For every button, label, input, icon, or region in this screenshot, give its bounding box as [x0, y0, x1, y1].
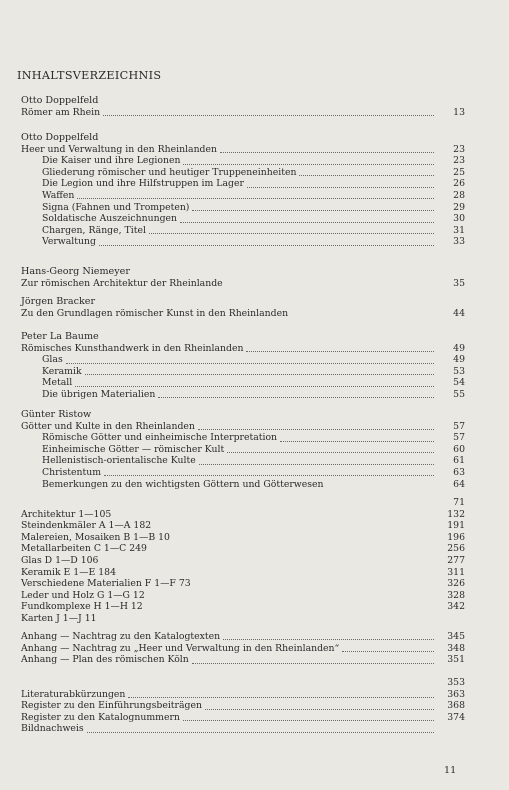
toc-entry	[21, 308, 465, 319]
toc-entry-title: Malereien, Mosaiken B 1—B 10	[21, 531, 170, 543]
toc-entry-page: 191	[447, 520, 465, 532]
toc-entry-title: Die übrigen Materialien	[42, 388, 156, 400]
dot-leader	[180, 216, 434, 223]
dot-leader	[247, 181, 434, 188]
toc-entry-page: 49	[453, 354, 465, 366]
toc-entry	[21, 467, 465, 478]
toc-entry-page: 28	[453, 189, 465, 201]
toc-entry-title: Anhang — Plan des römischen Köln	[21, 654, 189, 666]
toc-entry	[21, 213, 465, 224]
toc-entry-title: Bemerkungen zu den wichtigsten Göttern und Götterwesen	[42, 478, 324, 490]
toc-entry-title: Glas	[42, 354, 63, 366]
toc-entry	[21, 444, 465, 455]
toc-entry-page: 53	[453, 365, 465, 377]
toc-entry-title: Zur römischen Architektur der Rheinlande	[21, 277, 223, 289]
toc-entry-page: 328	[447, 589, 465, 601]
dot-leader	[227, 446, 434, 453]
toc-entry	[21, 497, 465, 508]
toc-entry-title: Die Legion und ihre Hilfstruppen im Lager	[42, 178, 244, 190]
toc-entry	[21, 225, 465, 236]
dot-leader	[128, 691, 434, 698]
toc-entry-page: 61	[453, 455, 465, 467]
toc-entry-title: Karten J 1—J 11	[21, 612, 97, 624]
toc-entry-page: 25	[453, 166, 465, 178]
toc-author: Hans-Georg Niemeyer	[21, 266, 130, 277]
dot-leader	[103, 109, 434, 116]
dot-leader	[183, 158, 434, 165]
toc-entry	[21, 278, 465, 289]
toc-author: Günter Ristow	[21, 409, 92, 420]
toc-entry	[21, 700, 465, 711]
toc-entry	[21, 509, 465, 520]
toc-entry	[21, 479, 465, 490]
dot-leader	[77, 192, 434, 199]
toc-entry-page: 374	[447, 711, 465, 723]
page-heading: INHALTSVERZEICHNIS	[17, 69, 162, 82]
toc-entry	[21, 543, 465, 554]
dot-leader	[66, 357, 434, 364]
toc-entry-title: Die Kaiser und ihre Legionen	[42, 155, 181, 167]
toc-entry	[21, 107, 465, 118]
toc-entry-title: Steindenkmäler A 1—A 182	[21, 520, 152, 532]
toc-entry-title: Römische Götter und einheimische Interpretation	[42, 432, 278, 444]
dot-leader	[342, 645, 434, 652]
dot-leader	[280, 435, 434, 442]
toc-entry-title: Verschiedene Materialien F 1—F 73	[21, 578, 191, 590]
toc-entry-title: Verwaltung	[42, 236, 96, 248]
toc-entry-title: Götter und Kulte in den Rheinlanden	[21, 420, 195, 432]
toc-entry	[21, 578, 465, 589]
toc-entry-page: 351	[447, 654, 465, 666]
toc-entry-page: 196	[447, 531, 465, 543]
toc-entry-page: 13	[453, 106, 465, 118]
toc-entry	[21, 389, 465, 400]
toc-author: Peter La Baume	[21, 331, 99, 342]
dot-leader	[87, 726, 434, 733]
toc-entry	[21, 723, 465, 734]
toc-entry-page: 54	[453, 377, 465, 389]
toc-entry-title: Waffen	[42, 189, 75, 201]
toc-entry-title: Zu den Grundlagen römischer Kunst in den Rheinlanden	[21, 307, 289, 319]
toc-entry	[21, 613, 465, 624]
toc-entry-title: Metallarbeiten C 1—C 249	[21, 543, 147, 555]
toc-entry-title: Signa (Fahnen und Trompeten)	[42, 201, 190, 213]
dot-leader	[246, 345, 434, 352]
toc-entry-title: Gliederung römischer und heutiger Truppeneinheiten	[42, 166, 297, 178]
dot-leader	[299, 169, 434, 176]
toc-entry-page: 31	[453, 224, 465, 236]
toc-entry	[21, 520, 465, 531]
toc-entry-title: Heer und Verwaltung in den Rheinlanden	[21, 143, 217, 155]
toc-entry	[21, 144, 465, 155]
toc-entry-page: 63	[453, 466, 465, 478]
toc-entry-page: 49	[453, 342, 465, 354]
toc-entry	[21, 421, 465, 432]
toc-entry	[21, 689, 465, 700]
toc-entry-page: 55	[453, 388, 465, 400]
toc-entry-title: Fundkomplexe H 1—H 12	[21, 601, 143, 613]
toc-entry-page: 57	[453, 432, 465, 444]
toc-entry	[21, 366, 465, 377]
toc-entry-page: 57	[453, 420, 465, 432]
dot-leader	[205, 703, 434, 710]
toc-entry-page: 345	[447, 630, 465, 642]
toc-entry-title: Anhang — Nachtrag zu „Heer und Verwaltung in den Rheinlanden“	[21, 642, 340, 654]
toc-entry-title: Römisches Kunsthandwerk in den Rheinlanden	[21, 342, 244, 354]
toc-entry-page: 326	[447, 578, 465, 590]
dot-leader	[223, 633, 434, 640]
dot-leader	[104, 469, 434, 476]
toc-entry-title: Soldatische Auszeichnungen	[42, 213, 178, 225]
toc-entry	[21, 590, 465, 601]
toc-entry	[21, 155, 465, 166]
toc-entry-title: Hellenistisch-orientalische Kulte	[42, 455, 196, 467]
toc-entry	[21, 343, 465, 354]
toc-entry	[21, 654, 465, 665]
toc-entry-title: Leder und Holz G 1—G 12	[21, 589, 145, 601]
toc-entry	[21, 677, 465, 688]
toc-entry	[21, 532, 465, 543]
toc-entry-title: Keramik E 1—E 184	[21, 566, 117, 578]
toc-entry-page: 368	[447, 700, 465, 712]
dot-leader	[192, 657, 434, 664]
toc-entry-title: Register zu den Katalognummern	[21, 711, 180, 723]
toc-entry-page: 64	[453, 478, 465, 490]
dot-leader	[183, 714, 434, 721]
toc-entry-page: 348	[447, 642, 465, 654]
toc-entry-title: Bildnachweis	[21, 723, 84, 735]
toc-entry-title: Römer am Rhein	[21, 106, 101, 118]
toc-entry-page: 60	[453, 443, 465, 455]
toc-entry-title: Architektur 1—105	[21, 508, 112, 520]
toc-entry	[21, 631, 465, 642]
toc-entry-page: 363	[447, 688, 465, 700]
dot-leader	[220, 146, 434, 153]
toc-entry-title: Literaturabkürzungen	[21, 688, 126, 700]
toc-entry	[21, 202, 465, 213]
toc-entry	[21, 567, 465, 578]
toc-entry-title: Einheimische Götter — römischer Kult	[42, 443, 225, 455]
toc-entry-page: 23	[453, 155, 465, 167]
toc-entry-page: 277	[447, 554, 465, 566]
toc-entry-title: Christentum	[42, 466, 102, 478]
toc-entry-page: 256	[447, 543, 465, 555]
toc-entry-title: Glas D 1—D 106	[21, 554, 99, 566]
dot-leader	[75, 380, 434, 387]
toc-entry-page: 33	[453, 236, 465, 248]
toc-entry-page: 342	[447, 601, 465, 613]
toc-entry	[21, 354, 465, 365]
toc-entry	[21, 190, 465, 201]
toc-author: Otto Doppelfeld	[21, 95, 99, 106]
toc-entry-page: 44	[453, 307, 465, 319]
toc-entry-page: 71	[453, 496, 465, 508]
toc-entry-title: Anhang — Nachtrag zu den Katalogtexten	[21, 630, 221, 642]
dot-leader	[158, 391, 434, 398]
dot-leader	[192, 204, 434, 211]
toc-entry	[21, 167, 465, 178]
toc-entry-page: 30	[453, 213, 465, 225]
toc-entry	[21, 178, 465, 189]
toc-entry-page: 35	[453, 277, 465, 289]
toc-entry-page: 353	[447, 676, 465, 688]
toc-entry-title: Keramik	[42, 365, 82, 377]
toc-entry-page: 29	[453, 201, 465, 213]
page-number: 11	[444, 765, 457, 776]
toc-entry-title: Register zu den Einführungsbeiträgen	[21, 700, 202, 712]
dot-leader	[199, 458, 434, 465]
toc-entry-page: 132	[447, 508, 465, 520]
toc-entry	[21, 643, 465, 654]
toc-entry-title: Metall	[42, 377, 73, 389]
toc-entry	[21, 712, 465, 723]
toc-entry-page: 23	[453, 143, 465, 155]
toc-author: Otto Doppelfeld	[21, 132, 99, 143]
toc-entry	[21, 455, 465, 466]
toc-entry	[21, 377, 465, 388]
toc-entry	[21, 432, 465, 443]
toc-entry	[21, 601, 465, 612]
dot-leader	[149, 227, 434, 234]
toc-entry-title: Chargen, Ränge, Titel	[42, 224, 146, 236]
toc-author: Jörgen Bracker	[21, 296, 96, 307]
dot-leader	[99, 239, 434, 246]
toc-entry	[21, 236, 465, 247]
dot-leader	[85, 368, 434, 375]
toc-entry-page: 311	[447, 566, 465, 578]
toc-entry-page: 26	[453, 178, 465, 190]
dot-leader	[198, 423, 434, 430]
toc-entry	[21, 555, 465, 566]
